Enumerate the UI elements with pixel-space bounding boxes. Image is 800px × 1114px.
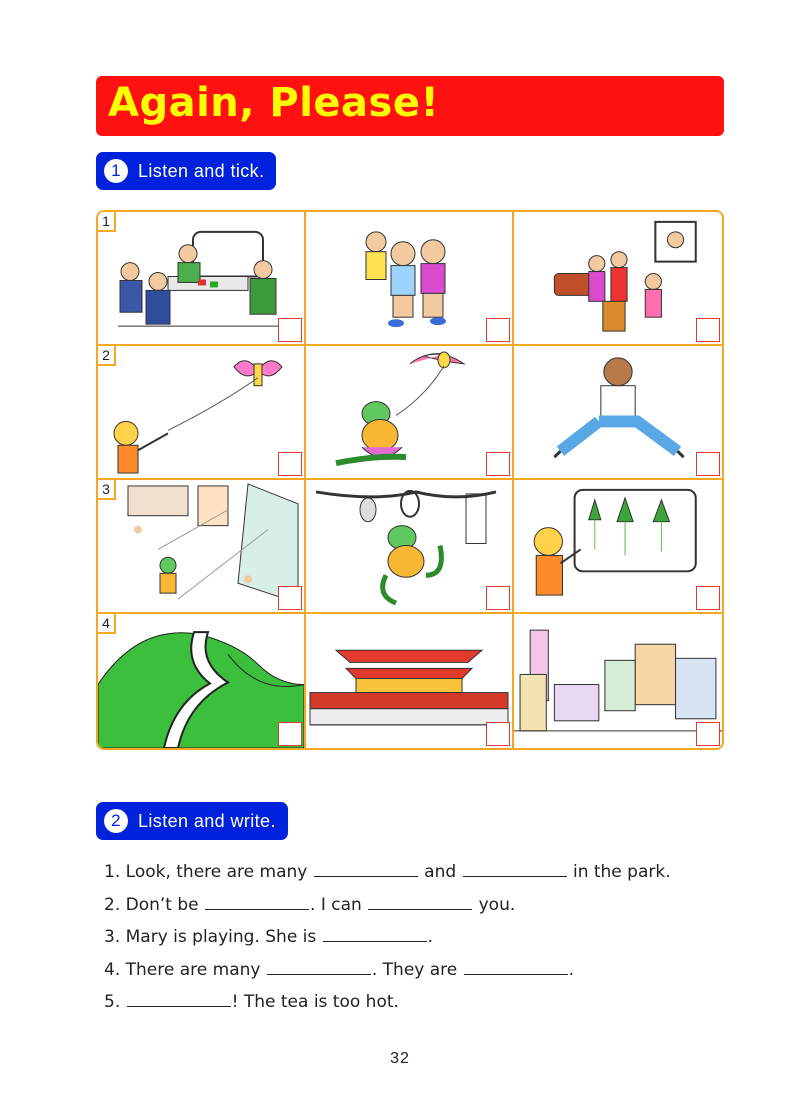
zoom-on-busy-street-picture xyxy=(98,480,304,612)
girl-pointing-at-trees-picture xyxy=(514,480,722,612)
section-2-header xyxy=(96,802,288,840)
picture-cell xyxy=(514,480,722,614)
page-number: 32 xyxy=(390,1050,410,1067)
picture-cell xyxy=(306,614,514,748)
tick-box[interactable] xyxy=(696,586,720,610)
answer-blank[interactable] xyxy=(127,988,231,1007)
tick-box[interactable] xyxy=(486,586,510,610)
tick-box[interactable] xyxy=(278,318,302,342)
tick-box[interactable] xyxy=(486,318,510,342)
sentence-list xyxy=(104,858,724,1021)
sentence-3: 3. Mary is playing. She is . xyxy=(104,923,724,956)
answer-blank[interactable] xyxy=(267,956,371,975)
picture-cell xyxy=(514,614,722,748)
picture-cell xyxy=(514,346,722,480)
row-number: 1 xyxy=(98,212,116,232)
answer-blank[interactable] xyxy=(464,956,568,975)
row-number: 2 xyxy=(98,346,116,366)
sentence-2: 2. Don’t be . I can you. xyxy=(104,891,724,924)
tick-box[interactable] xyxy=(696,318,720,342)
tick-box[interactable] xyxy=(696,452,720,476)
sentence-1: 1. Look, there are many and in the park. xyxy=(104,858,724,891)
picture-cell xyxy=(306,480,514,614)
section-1-number: 1 xyxy=(104,159,128,183)
zoom-playing-tennis-picture xyxy=(306,480,512,612)
picture-cell xyxy=(98,346,306,480)
boy-doing-splits-picture xyxy=(514,346,722,478)
tick-box[interactable] xyxy=(486,452,510,476)
picture-cell xyxy=(514,212,722,346)
tick-box[interactable] xyxy=(278,586,302,610)
girl-flying-butterfly-kite-picture xyxy=(98,346,304,478)
tick-box[interactable] xyxy=(278,452,302,476)
title-bar xyxy=(96,76,724,136)
family-at-ticket-window-picture xyxy=(514,212,722,344)
answer-blank[interactable] xyxy=(368,891,472,910)
tick-box[interactable] xyxy=(278,722,302,746)
picture-cell xyxy=(98,480,306,614)
picture-cell xyxy=(98,614,306,748)
people-sitting-at-table-picture xyxy=(98,212,304,344)
row-number: 4 xyxy=(98,614,116,634)
answer-blank[interactable] xyxy=(314,858,418,877)
children-crying-picture xyxy=(306,212,512,344)
sentence-5: 5. ! The tea is too hot. xyxy=(104,988,724,1021)
section-2-label: Listen and write. xyxy=(138,810,276,831)
page-title: Again, Please! xyxy=(108,80,440,126)
zoom-flying-bird-kite-picture xyxy=(306,346,512,478)
answer-blank[interactable] xyxy=(205,891,309,910)
section-2-number: 2 xyxy=(104,809,128,833)
tick-box[interactable] xyxy=(486,722,510,746)
section-1-header xyxy=(96,152,276,190)
answer-blank[interactable] xyxy=(463,858,567,877)
picture-cell xyxy=(98,212,306,346)
city-buildings-picture xyxy=(514,614,722,748)
section-1-label: Listen and tick. xyxy=(138,160,265,181)
answer-blank[interactable] xyxy=(323,923,427,942)
picture-cell xyxy=(306,346,514,480)
great-wall-picture xyxy=(98,614,304,748)
picture-cell xyxy=(306,212,514,346)
sentence-4: 4. There are many . They are . xyxy=(104,956,724,989)
tiananmen-palace-picture xyxy=(306,614,512,748)
tick-box[interactable] xyxy=(696,722,720,746)
picture-grid xyxy=(96,210,724,750)
row-number: 3 xyxy=(98,480,116,500)
